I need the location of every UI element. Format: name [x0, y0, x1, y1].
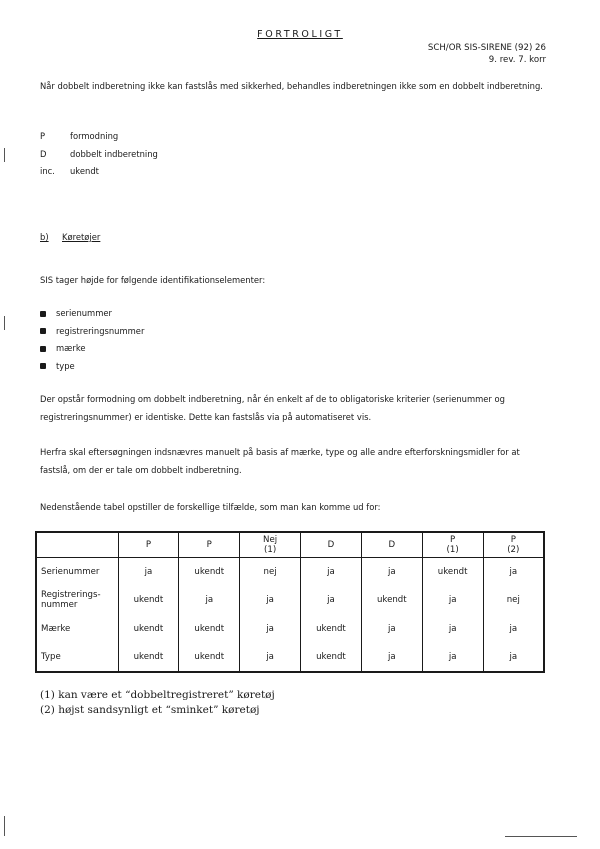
table-cell: nej — [483, 586, 544, 614]
bullet-icon — [40, 346, 46, 352]
document-reference — [428, 42, 546, 66]
search-paragraph: Herfra skal eftersøgningen indsnævres manuelt på basis af mærke, type og alle andre efterforskningsmidler for at fastslå, om der er tale om dobbelt indberetning. — [40, 447, 520, 475]
bullet-icon — [40, 328, 46, 334]
table-row — [36, 643, 544, 672]
list-item-label: registreringsnummer — [56, 325, 145, 336]
table-cell: ukendt — [179, 643, 240, 672]
table-cell: ja — [422, 643, 483, 672]
table-cell: ja — [483, 614, 544, 642]
list-item-label: mærke — [56, 343, 86, 353]
table-cell: ukendt — [118, 643, 179, 672]
bullet-icon — [40, 311, 46, 317]
table-intro-paragraph: Nedenstående tabel opstiller de forskellige tilfælde, som man kan komme ud for: — [40, 502, 381, 512]
table-cell: ukendt — [179, 614, 240, 642]
abbreviation-item — [40, 128, 158, 146]
list-item-label: type — [56, 360, 75, 371]
table-cell: ukendt — [179, 558, 240, 587]
reference-code: SCH/OR SIS-SIRENE (92) 26 — [427, 43, 546, 53]
list-item — [40, 323, 144, 341]
table-row — [36, 586, 544, 614]
table-cell: ja — [361, 614, 422, 642]
presumption-paragraph: Der opstår formodning om dobbelt indberetning, når én enkelt af de to obligatoriske kriterier (serienummer og registreringsnummer) er identiske. Dette kan fastslås via på automatiseret vis. — [40, 394, 505, 422]
section-heading — [40, 232, 100, 242]
table-cell: ja — [301, 558, 362, 587]
table-row-label: Serienummer — [36, 558, 118, 587]
identification-elements-list — [40, 305, 144, 375]
table-cell: ukendt — [301, 614, 362, 642]
scan-mark — [4, 148, 5, 162]
intro-paragraph: Når dobbelt indberetning ikke kan fastslås med sikkerhed, behandles indberetningen ikke som en dobbelt indberetning. — [40, 81, 543, 91]
table-cell: ukendt — [118, 614, 179, 642]
abbreviation-item — [40, 163, 158, 181]
scan-mark — [4, 316, 5, 330]
table-cell: ja — [301, 586, 362, 614]
table-header-cell: P — [179, 532, 240, 558]
table-cell: nej — [240, 558, 301, 587]
abbreviation-item — [40, 146, 158, 164]
abbreviation-key: P — [40, 131, 46, 141]
table-row — [36, 614, 544, 642]
table-header-cell: P (1) — [422, 532, 483, 558]
table-cell: ja — [361, 558, 422, 587]
revision-note: 9. rev. 7. korr — [488, 55, 546, 65]
table-header-row — [36, 532, 544, 558]
scan-mark — [505, 836, 577, 837]
abbreviation-value: formodning — [70, 131, 119, 141]
table-cell: ja — [179, 586, 240, 614]
table-row-label: Type — [36, 643, 118, 672]
table-cell: ja — [483, 643, 544, 672]
abbreviation-value: ukendt — [70, 166, 99, 176]
table-cell: ja — [422, 586, 483, 614]
footnote-2: (2) højst sandsynligt et “sminket” køretøj — [40, 703, 260, 716]
abbreviation-list — [40, 128, 158, 181]
abbreviation-key: inc. — [40, 166, 55, 176]
bullet-icon — [40, 363, 46, 369]
list-item — [40, 358, 144, 376]
table-header-cell: D — [301, 532, 362, 558]
table-cell: ja — [240, 586, 301, 614]
footnotes — [40, 688, 275, 717]
list-item — [40, 305, 144, 323]
cases-table — [35, 531, 545, 673]
table-header-cell: P (2) — [483, 532, 544, 558]
table-cell: ja — [422, 614, 483, 642]
table-header-cell: D — [361, 532, 422, 558]
section-number: b) — [40, 232, 49, 242]
list-item — [40, 340, 144, 358]
abbreviation-key: D — [40, 148, 47, 159]
table-cell: ja — [240, 614, 301, 642]
table-corner-cell — [36, 532, 118, 558]
list-item-label: serienummer — [56, 308, 112, 318]
table-cell: ukendt — [118, 586, 179, 614]
table-row — [36, 558, 544, 587]
table-header-cell: P — [118, 532, 179, 558]
table-cell: ukendt — [361, 586, 422, 614]
scan-mark — [4, 816, 5, 836]
table-cell: ja — [118, 558, 179, 587]
footnote-1: (1) kan være et “dobbeltregistreret” køretøj — [40, 689, 275, 701]
table-cell: ja — [361, 643, 422, 672]
table-cell: ja — [483, 558, 544, 587]
table-row-label: Mærke — [36, 614, 118, 642]
table-header-cell: Nej (1) — [240, 532, 301, 558]
table-cell: ja — [240, 643, 301, 672]
table-row-label: Registrerings- nummer — [36, 586, 118, 614]
document-classification-title: FORTROLIGT — [257, 29, 343, 40]
table-cell: ukendt — [422, 558, 483, 587]
abbreviation-value: dobbelt indberetning — [70, 148, 158, 159]
section-intro: SIS tager højde for følgende identifikationselementer: — [40, 275, 266, 285]
section-title: Køretøjer — [62, 232, 101, 242]
table-cell: ukendt — [301, 643, 362, 672]
